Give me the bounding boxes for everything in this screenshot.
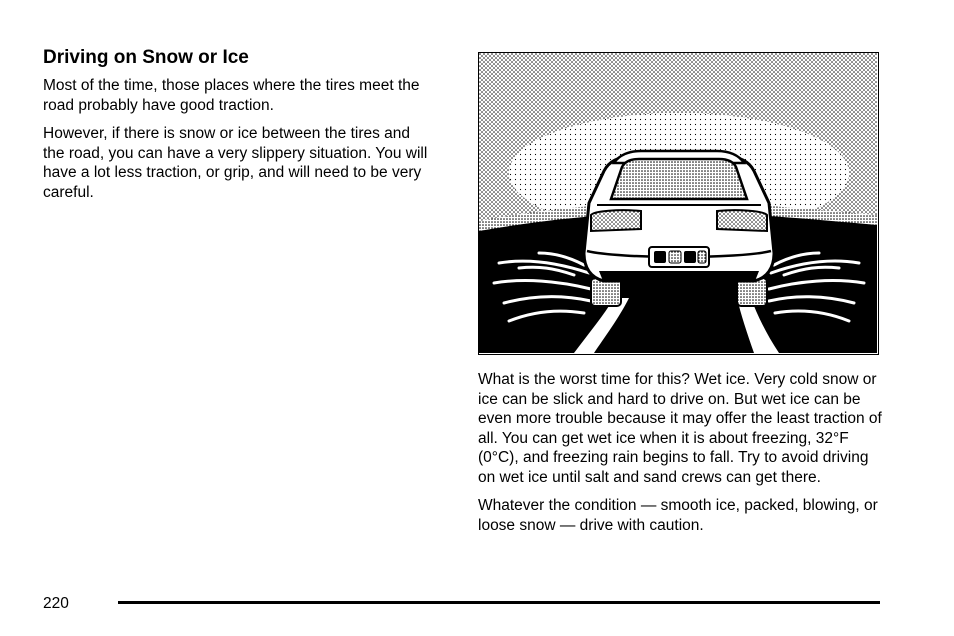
paragraph-caution: Whatever the condition — smooth ice, packed, blowing, or loose snow — drive with caution. — [478, 497, 878, 534]
paragraph-wet-ice: What is the worst time for this? Wet ice. Very cold snow or ice can be slick and hard to drive on. But wet ice can be even more trouble because it may offer the least traction of all. You can get wet ice when it is about freezing, 32°F (0°C), and freezing rain begins to fall. Try to avoid driving on wet ice until salt and sand crews can get there. — [478, 371, 882, 486]
footer-rule — [118, 601, 880, 604]
section-title: Driving on Snow or Ice — [43, 47, 249, 68]
paragraph-traction: Most of the time, those places where the tires meet the road probably have good traction. — [43, 77, 420, 114]
car-illustration-icon — [479, 53, 877, 353]
left-column — [43, 46, 433, 211]
right-column — [478, 370, 888, 544]
paragraph-slippery: However, if there is snow or ice between the tires and the road, you can have a very slippery situation. You will have a lot less traction, or grip, and will need to be very careful. — [43, 125, 428, 201]
car-on-icy-road-illustration — [478, 52, 879, 355]
page-number: 220 — [43, 595, 69, 612]
